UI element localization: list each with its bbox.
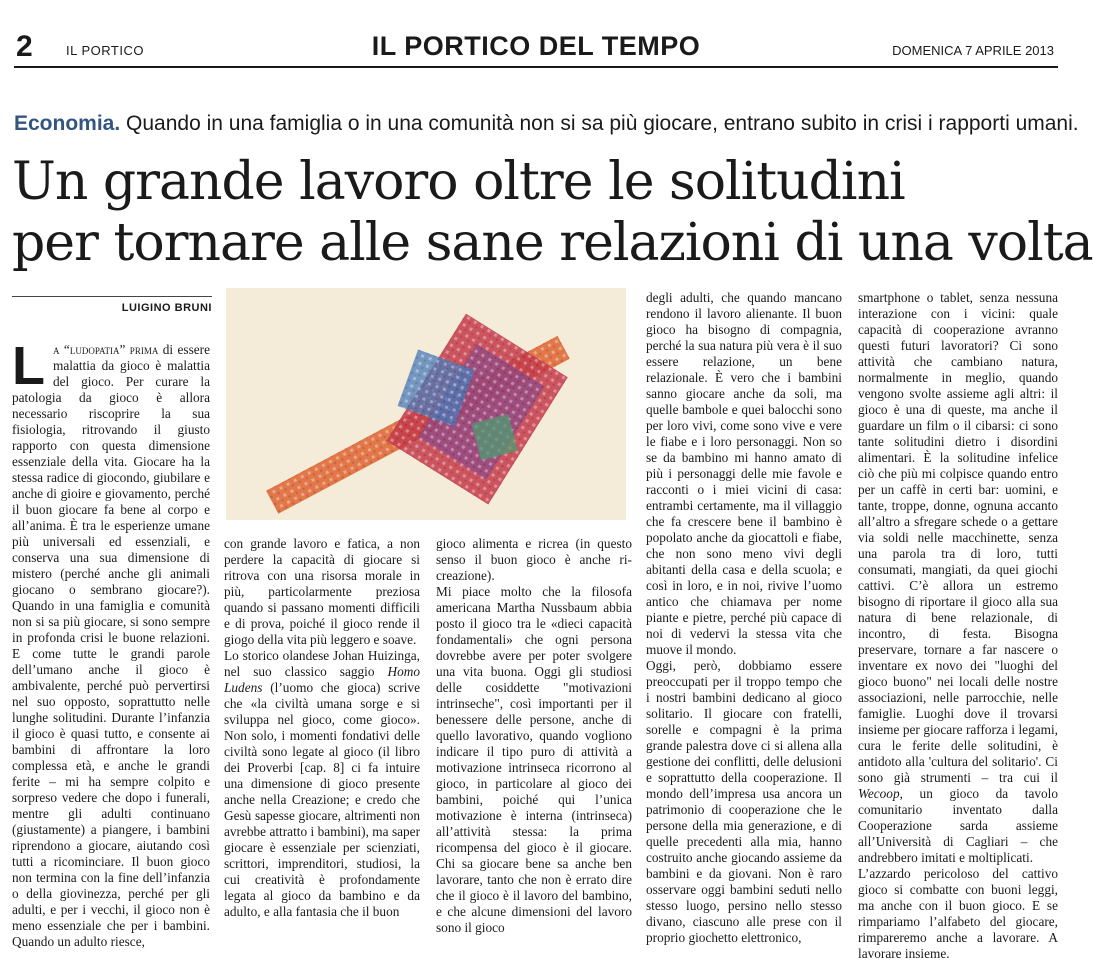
paragraph-text: Lo storico olandese Johan Huizinga, nel suo classico saggio [224, 648, 420, 679]
paragraph-text: di essere malattia da gioco è malattia del gioco. Per curare la patologia da gioco è allora necessario riscoprire la sua fisiologia, ritrovando il giusto rapporto con questa dimensione essenziale della vita. Giocare ha la stessa radice di giocondo, giubilare e anche di gioire e giovamento, perché il buon giocare fa bene al corpo e all’anima. È tra le esperienze umane più universali ed essenziali, e conserva una sua dimensione di mistero (perché anche gli animali giocano o sembrano giocare?). Quando in una famiglia e comunità non si sa più giocare, si sono sempre in profonda crisi le buone relazioni. E come tutte le grandi parole dell’umano anche il gioco è ambivalente, perché può pervertirsi nel suo opposto, soprattutto nelle lunghe solitudini. Durante l’infanzia il gioco è quasi tutto, e consente ai bambini di affrontare la loro complessa età, e anche le grandi ferite – mi ha sempre colpito e sorpreso vedere che dopo i funerali, mentre gli adulti continuano (giustamente) a piangere, i bambini riprendono a giocare, aiutando così tutti a ricominciare. Il buon gioco non termina con la fine dell’infanzia o della giovinezza, perché per gli adulti, e per i vecchi, il gioco non è meno essenziale che per i bambini. Quando un adulto riesce, [12, 342, 210, 949]
paragraph: L’azzardo pericoloso del cattivo gioco si combatte con buoni leggi, ma anche con il buon gioco. E se rimpariamo l’alfabeto del giocare, rimpareremo anche a lavorare. A lavorare insieme. [858, 866, 1058, 961]
author-byline: LUIGINO BRUNI [121, 302, 212, 314]
paragraph-text: , un gioco da tavolo comunitario inventato dalla Cooperazione sarda assieme all’Università di Cagliari – che andrebbero imitati e moltiplicati. [858, 786, 1058, 865]
article-column-1 [12, 336, 210, 949]
section-name: IL PORTICO [66, 43, 144, 58]
newspaper-title: IL PORTICO DEL TEMPO [371, 31, 701, 61]
lead-in: a “ludopatia” prima [53, 342, 159, 357]
kicker-text: Quando in una famiglia o in una comunità non si sa più giocare, entrano subito in crisi i rapporti umani. [126, 112, 1079, 135]
book-title: Homo Ludens [224, 664, 421, 695]
paragraph [224, 648, 420, 920]
paragraph [12, 336, 210, 950]
issue-date: DOMENICA 7 APRILE 2013 [892, 43, 1054, 58]
paragraph: Mi piace molto che la filosofa americana Martha Nussbaum abbia posto il gioco tra le «dieci capacità fondamentali» che ogni persona dovrebbe avere per poter svolgere una vita buona. Oggi gli studiosi delle cosiddette "motivazioni intrinseche", così importanti per il benessere delle persone, anche di quello lavorativo, quando vogliono indicare il tipo puro di attività a motivazione intrinseca ricorrono al gioco, in particolare al gioco dei bambini, poiché qui l’unica motivazione è interna (intrinseca) all’attività stessa: la prima ricompensa del gioco è il giocare. Chi sa giocare bene sa anche ben lavorare, tanto che non è errato dire che il gioco è il lavoro del bambino, e che alcune dimensioni del lavoro sono il gioco [436, 584, 632, 935]
headline-line-2: per tornare alle sane relazioni di una volta [12, 213, 1093, 274]
paragraph-text: smartphone o tablet, senza nessuna interazione con i vicini: quale capacità di cooperazione avranno questi futuri lavoratori? Ci sono attività che cambiano natura, normalmente in meglio, quando vengono svolte assieme agli altri: il gioco è una di queste, ma anche il guardare un film o il cibarsi: ci sono tante solitudini dietro i disordini alimentari. È la solitudine infelice ciò che più mi colpisce quando entro per un caffè in certi bar: uomini, e tante, troppe, donne, ognuna accanto all’altro a sfregare schede o a gettare via soldi nelle macchinette, senza una parola tra di loro, tutti consumati, mangiati, da quei giochi cattivi. C’è allora un estremo bisogno di riportare il gioco alla sua natura di bene relazionale, di incontro, di festa. Bisogna preservare, tornare a far nascere o inventare ex novo dei "luoghi del gioco buono" nei locali delle nostre associazioni, nelle parrocchie, nelle famiglie. Luoghi dove il trovarsi insieme per giocare rafforza i legami, cura le ferite delle solitudini, è antidoto alla 'cultura del solitario'. Ci sono già strumenti – tra cui il [858, 290, 1058, 785]
masthead-rule [14, 66, 1058, 68]
paragraph: degli adulti, che quando mancano rendono il lavoro alienante. Il buon gioco ha bisogno di compagnia, perché la sua natura più vera è il suo essere relazione, un bene relazionale. È vero che i bambini sanno giocare anche da soli, ma quelle bambole e quei balocchi sono per loro vivi, come sono vive e vere le fiabe e i loro personaggi. Non so se da bambino mi hanno amato di più i personaggi delle mie favole e racconti o i miei vicini di casa: entrambi certamente, ma il villaggio che fa crescere bene il bambino è popolato anche da giocattoli e fiabe, che non sono meno vivi degli abitanti della casa e della scuola; e così in loro, e in noi, rivive l’uomo antico che chiamava per nome piante e pietre, perché più capace di noi di vedervi la stessa vita che muove il mondo. [646, 290, 842, 657]
author-rule [12, 296, 212, 297]
paragraph: gioco alimenta e ricrea (in questo senso il buon gioco è anche ri-creazione). [436, 536, 632, 583]
article-column-5 [858, 290, 1058, 961]
page-number: 2 [16, 30, 33, 63]
article-column-4 [646, 290, 842, 945]
drop-cap: L [12, 336, 45, 396]
paragraph: Oggi, però, dobbiamo essere preoccupati per il troppo tempo che i nostri bambini dedicano al gioco solitario. Il giocare con fratelli, sorelle e compagni è la prima grande palestra dove ci si allena alla gestione dei conflitti, delle delusioni e soprattutto della cooperazione. Il mondo dell’impresa usa ancora un patrimonio di cooperazione che le persone della mia generazione, e di quelle precedenti alla mia, hanno costruito anche giocando assieme da bambini e da giovani. Non è raro osservare oggi bambini seduti nello stesso luogo, persino nello stesso divano, ciascuno alle prese con il proprio giochetto elettronico, [646, 658, 842, 945]
game-title: Wecoop [858, 786, 900, 801]
masthead [0, 0, 1072, 72]
article-column-3 [436, 536, 632, 935]
article-illustration [226, 288, 626, 520]
kicker-label: Economia. [14, 112, 121, 135]
headline-line-1: Un grande lavoro oltre le solitudini [12, 152, 905, 212]
article-column-2 [224, 536, 421, 919]
paragraph: con grande lavoro e fatica, a non perdere la capacità di giocare si ritrova con una risorsa morale in più, particolarmente preziosa quando si passano momenti difficili e di prova, poiché il gioco rende il giogo della vita più leggero e soave. [224, 536, 420, 647]
paragraph [858, 290, 1058, 866]
headline [12, 152, 1093, 275]
kicker [14, 112, 1079, 136]
paragraph-text: (l’uomo che gioca) scrive che «la civiltà umana sorge e si sviluppa nel gioco, come gioco». Non solo, i momenti fondativi delle civiltà sono legate al gioco (il libro dei Proverbi [cap. 8] ci fa intuire una dimensione di gioco presente anche nella Creazione; e credo che Gesù sapesse giocare, altrimenti non avrebbe attratto i bambini), ma saper giocare è essenziale per scienziati, scrittori, imprenditori, studiosi, la cui creatività è profondamente legata al gioco da bambino e da adulto, e alla fantasia che il buon [224, 680, 420, 919]
